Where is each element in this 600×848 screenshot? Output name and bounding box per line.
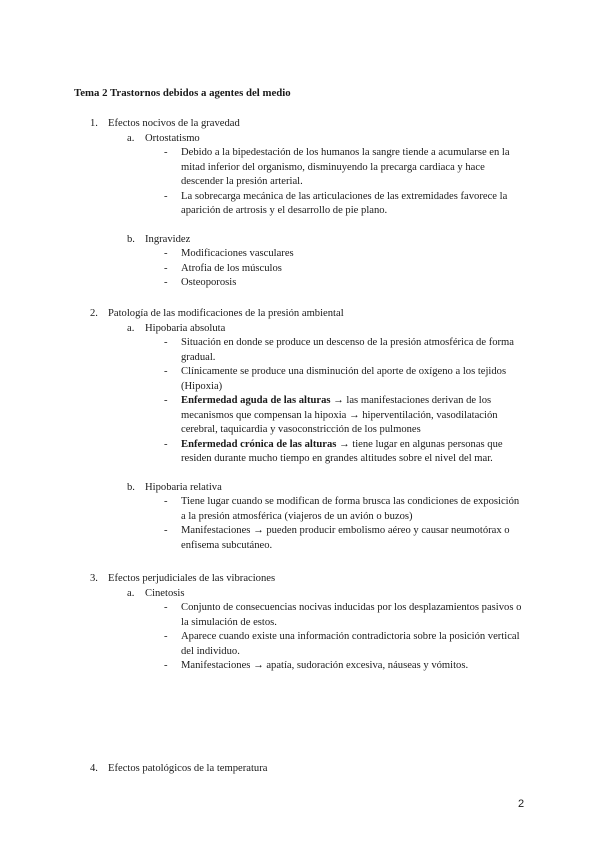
spacer <box>0 467 600 481</box>
subsection-heading: Hipobaria absoluta <box>145 322 226 334</box>
section-1 <box>0 117 600 291</box>
subsection-heading-row <box>0 481 600 496</box>
bullet-item <box>0 495 600 524</box>
bullet-dash: - <box>164 395 168 406</box>
bullet-item <box>0 262 600 277</box>
subsection-letter: b. <box>127 233 135 245</box>
bullet-text <box>181 630 526 659</box>
subsection-letter: a. <box>127 587 135 599</box>
bullet-term: Enfermedad aguda de las alturas <box>181 395 331 406</box>
bullet-body: Debido a la bipedestación de los humanos la sangre tiende a acumularse en la mitad inferior del organismo, disminuyendo la precarga cardiaca y hace descender la presión arterial. <box>181 147 510 187</box>
bullet-text <box>181 394 526 438</box>
section-3 <box>0 572 600 674</box>
bullet-text <box>181 146 526 190</box>
document-title: Tema 2 Trastornos debidos a agentes del medio <box>74 87 291 99</box>
bullet-item <box>0 146 600 190</box>
bullet-dash: - <box>164 262 168 274</box>
bullet-item <box>0 365 600 394</box>
bullet-text <box>181 247 526 262</box>
bullet-body: Atrofia de los músculos <box>181 262 282 274</box>
section-number: 2. <box>90 308 98 319</box>
bullet-item <box>0 247 600 262</box>
subsection-heading: Ingravidez <box>145 233 191 245</box>
bullet-text <box>181 365 526 394</box>
section-4 <box>0 762 600 777</box>
bullet-dash: - <box>164 190 168 202</box>
subsection-heading-row <box>0 233 600 248</box>
section-heading: Patología de las modificaciones de la presión ambiental <box>108 308 344 319</box>
bullet-term: Enfermedad crónica de las alturas <box>181 438 337 450</box>
section-number: 1. <box>90 118 98 129</box>
bullet-item <box>0 190 600 219</box>
bullet-dash: - <box>164 366 168 377</box>
subsection-letter: a. <box>127 322 135 334</box>
bullet-dash: - <box>164 631 168 642</box>
bullet-dash: - <box>164 248 168 259</box>
bullet-body: Clínicamente se produce una disminución del aporte de oxígeno a los tejidos (Hipoxia) <box>181 366 507 392</box>
bullet-body: → tiene lugar en algunas personas que residen durante mucho tiempo en grandes altitudes sobre el nivel del mar. <box>181 438 503 464</box>
subsection-heading: Hipobaria relativa <box>145 481 222 493</box>
bullet-dash: - <box>164 602 168 613</box>
bullet-dash: - <box>164 496 168 507</box>
bullet-dash: - <box>164 525 168 536</box>
bullet-item <box>0 601 600 630</box>
bullet-item <box>0 630 600 659</box>
section-heading-row <box>0 572 600 587</box>
bullet-body: Conjunto de consecuencias nocivas inducidas por los desplazamientos pasivos o la simulación de estos. <box>181 602 522 628</box>
subsection-letter: b. <box>127 481 135 493</box>
bullet-text <box>181 262 526 277</box>
subsection-heading: Ortostatismo <box>145 132 200 144</box>
section-heading: Efectos patológicos de la temperatura <box>108 763 268 774</box>
bullet-body: Osteoporosis <box>181 277 237 288</box>
bullet-text <box>181 190 526 219</box>
section-heading: Efectos perjudiciales de las vibraciones <box>108 573 276 584</box>
bullet-text <box>181 524 526 553</box>
page-number: 2 <box>518 798 525 810</box>
subsection-heading-row <box>0 322 600 337</box>
subsection-heading-row <box>0 587 600 602</box>
bullet-body: Modificaciones vasculares <box>181 248 294 259</box>
bullet-item <box>0 438 600 467</box>
bullet-item <box>0 659 600 674</box>
bullet-body: Situación en donde se produce un descenso de la presión atmosférica de forma gradual. <box>181 337 514 363</box>
bullet-text <box>181 336 526 365</box>
subsection-heading-row <box>0 132 600 147</box>
bullet-text <box>181 659 526 674</box>
subsection-heading: Cinetosis <box>145 587 185 599</box>
bullet-item <box>0 394 600 438</box>
bullet-dash: - <box>164 660 168 671</box>
bullet-text <box>181 438 526 467</box>
bullet-item <box>0 336 600 365</box>
section-number: 3. <box>90 573 98 584</box>
section-number: 4. <box>90 763 98 774</box>
bullet-text <box>181 276 526 291</box>
bullet-body: → las manifestaciones derivan de los mecanismos que compensan la hipoxia → hiperventilación, vasodilatación cerebral, taquicardia y vasoconstricción de los pulmones <box>181 395 498 435</box>
bullet-body: Manifestaciones → apatía, sudoración excesiva, náuseas y vómitos. <box>181 660 469 671</box>
bullet-body: Aparece cuando existe una información contradictoria sobre la posición vertical del individuo. <box>181 631 520 657</box>
bullet-dash: - <box>164 277 168 288</box>
bullet-text <box>181 495 526 524</box>
bullet-dash: - <box>164 337 168 348</box>
bullet-dash: - <box>164 147 168 158</box>
section-2 <box>0 307 600 553</box>
bullet-item <box>0 276 600 291</box>
section-heading-row <box>0 307 600 322</box>
bullet-dash: - <box>164 438 168 450</box>
bullet-body: La sobrecarga mecánica de las articulaciones de las extremidades favorece la aparición de artrosis y el desarrollo de pie plano. <box>181 190 508 216</box>
section-heading: Efectos nocivos de la gravedad <box>108 118 240 129</box>
bullet-item <box>0 524 600 553</box>
bullet-body: Manifestaciones → pueden producir embolismo aéreo y causar neumotórax o enfisema subcutáneo. <box>181 525 510 551</box>
bullet-text <box>181 601 526 630</box>
subsection-letter: a. <box>127 132 135 144</box>
section-heading-row <box>0 762 600 777</box>
bullet-body: Tiene lugar cuando se modifican de forma brusca las condiciones de exposición a la presión atmosférica (viajeros de un avión o buzos) <box>181 496 520 522</box>
section-heading-row <box>0 117 600 132</box>
spacer <box>0 219 600 233</box>
